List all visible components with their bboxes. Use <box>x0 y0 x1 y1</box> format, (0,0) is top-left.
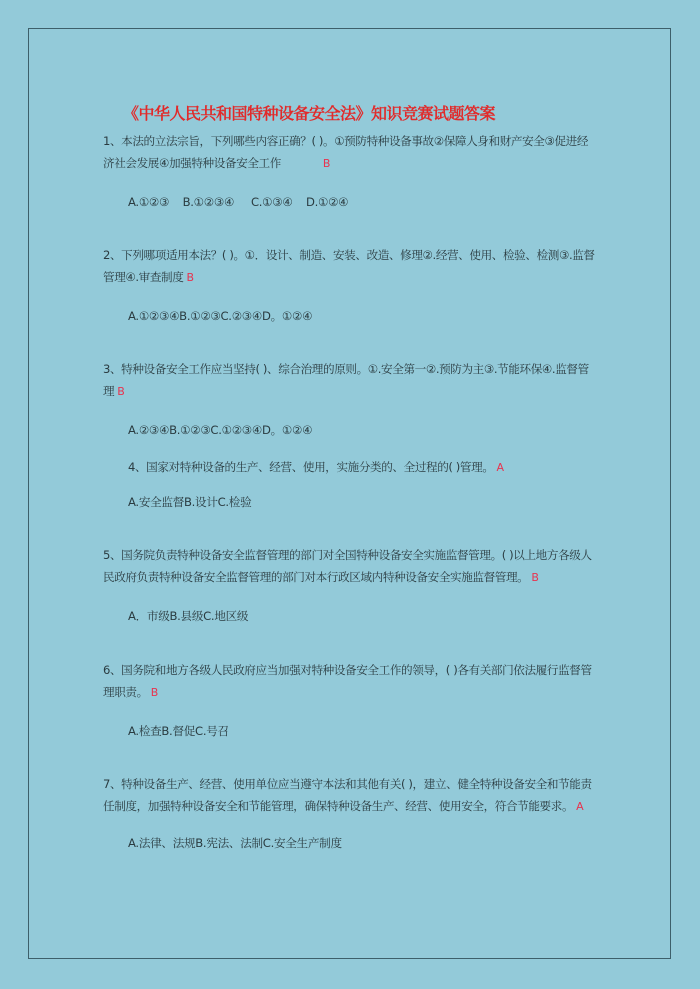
question-5-answer: B <box>531 571 539 584</box>
question-3-text: 3、特种设备安全工作应当坚持( )、综合治理的原则。①.安全第一②.预防为主③.节能环保④.监督管理 <box>103 362 589 398</box>
question-1-text: 1、本法的立法宗旨，下列哪些内容正确？( )。①预防特种设备事故②保障人身和财产安全③促进经济社会发展④加强特种设备安全工作 <box>103 134 589 170</box>
question-5-options: A．市级B.县级C.地区级 <box>128 609 249 623</box>
question-3 <box>103 358 599 403</box>
question-1-options: A.①②③ B.①②③④ C.①③④ D.①②④ <box>128 195 349 209</box>
question-5-text: 5、国务院负责特种设备安全监督管理的部门对全国特种设备安全实施监督管理。( )以上地方各级人民政府负责特种设备安全监督管理的部门对本行政区域内特种设备安全实施监督管理。 <box>103 548 592 584</box>
question-7-answer: A <box>576 800 584 813</box>
question-4-options: A.安全监督B.设计C.检验 <box>128 495 252 509</box>
question-7-text: 7、特种设备生产、经营、使用单位应当遵守本法和其他有关( )，建立、健全特种设备安全和节能责任制度，加强特种设备安全和节能管理，确保特种设备生产、经营、使用安全，符合节能要求。 <box>103 777 592 813</box>
document-body <box>103 104 599 853</box>
question-3-options: A.②③④B.①②③C.①②③④D。①②④ <box>128 423 313 437</box>
document-title: 《中华人民共和国特种设备安全法》知识竞赛试题答案 <box>123 104 496 123</box>
question-4 <box>128 456 599 479</box>
question-6-options: A.检查B.督促C.号召 <box>128 724 229 738</box>
question-4-text: 4、国家对特种设备的生产、经营、使用，实施分类的、全过程的( )管理。 <box>128 460 494 474</box>
question-7 <box>103 773 599 818</box>
question-2 <box>103 244 599 289</box>
question-7-options: A.法律、法规B.宪法、法制C.安全生产制度 <box>128 836 342 850</box>
question-6 <box>103 659 599 704</box>
question-1-answer: B <box>322 157 331 170</box>
question-2-options: A.①②③④B.①②③C.②③④D。①②④ <box>128 309 313 323</box>
question-6-answer: B <box>150 686 158 699</box>
question-2-answer: B <box>186 271 194 284</box>
question-6-text: 6、国务院和地方各级人民政府应当加强对特种设备安全工作的领导，( )各有关部门依法履行监督管理职责。 <box>103 663 592 699</box>
question-5 <box>103 544 599 589</box>
question-3-answer: B <box>117 385 125 398</box>
question-4-answer: A <box>496 461 504 474</box>
question-1 <box>103 130 599 175</box>
question-2-text: 2、下列哪项适用本法？( )。①．设计、制造、安装、改造、修理②.经营、使用、检验、检测③.监督管理④.审查制度 <box>103 248 595 284</box>
